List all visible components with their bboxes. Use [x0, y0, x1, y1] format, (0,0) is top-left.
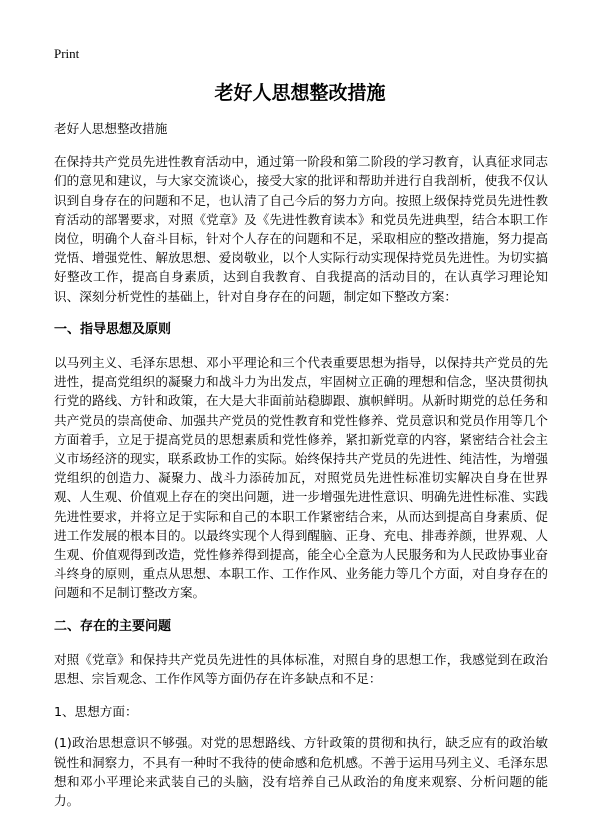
- document-body: [54, 119, 548, 824]
- document-subtitle: 老好人思想整改措施: [54, 121, 168, 136]
- document-title: 老好人思想整改措施: [214, 82, 386, 104]
- ideology-item-1-paragraph: (1)政治思想意识不够强。对党的思想路线、方针政策的贯彻和执行，缺乏应有的政治敏锐性和洞察力，不具有一种时不我待的使命感和危机感。不善于运用马列主义、毛泽东思想和邓小平理论来武装自己的头脑，没有培养自己从政治的角度来观察、分析问题的能力。: [54, 735, 548, 809]
- print-link[interactable]: Print: [54, 46, 80, 61]
- intro-paragraph: 在保持共产党员先进性教育活动中，通过第一阶段和第二阶段的学习教育，认真征求同志们的意见和建议，与大家交流谈心，接受大家的批评和帮助并进行自我剖析，使我不仅认识到自身存在的问题和不足，也认清了自己今后的努力方向。按照上级保持党员先进性教育活动的部署要求，对照《党章》及《先进性教育读本》和党员先进典型，结合本职工作岗位，明确个人奋斗目标，针对个人存在的问题和不足，采取相应的整改措施，努力提高党悟、增强党性、解放思想、爱岗敬业，以个人实际行动实现保持党员先进性。为切实搞好整改工作，提高自身素质，达到自我教育、自我提高的活动目的，在认真学习理论知识、深刻分析党性的基础上，针对自身存在的问题，制定如下整改方案：: [54, 154, 548, 304]
- main-problems-intro-paragraph: 对照《党章》和保持共产党员先进性的具体标准，对照自身的思想工作，我感觉到在政治思想、宗旨观念、工作作风等方面仍存在许多缺点和不足：: [54, 651, 548, 687]
- sub-heading-ideology: 1、思想方面：: [54, 704, 138, 720]
- section-heading-main-problems: 二、存在的主要问题: [54, 618, 172, 634]
- guiding-principles-paragraph: 以马列主义、毛泽东思想、邓小平理论和三个代表重要思想为指导，以保持共产党员的先进性，提高党组织的凝聚力和战斗力为出发点，牢固树立正确的理想和信念，坚决贯彻执行党的路线、方针和政策，在大是大非面前站稳脚跟、旗帜鲜明。从新时期党的总任务和共产党员的崇高使命、加强共产党员的党性教育和党性修养、党员意识和党员作用等几个方面着手，立足于提高党员的思想素质和党性修养，紧扣新党章的内容，紧密结合社会主义市场经济的现实，联系政协工作的实际。始终保持共产党员的先进性、纯洁性，为增强党组织的创造力、凝聚力、战斗力添砖加瓦，对照党员先进性标准切实解决自身在世界观、人生观、价值观上存在的突出问题，进一步增强先进性意识、明确先进性标准、实践先进性要求，并将立足于实际和自己的本职工作紧密结合来，从而达到提高自身素质、促进工作发展的根本目的。以最终实现个人得到醒脑、正身、充电、排毒养颜，世界观、人生观、价值观得到改造，党性修养得到提高，能全心全意为人民服务和为人民政协事业奋斗终身的原则，重点从思想、本职工作、工作作风、业务能力等几个方面，对自身存在的问题和不足制订整改方案。: [54, 355, 548, 601]
- section-heading-guiding-principles: 一、指导思想及原则: [54, 321, 172, 337]
